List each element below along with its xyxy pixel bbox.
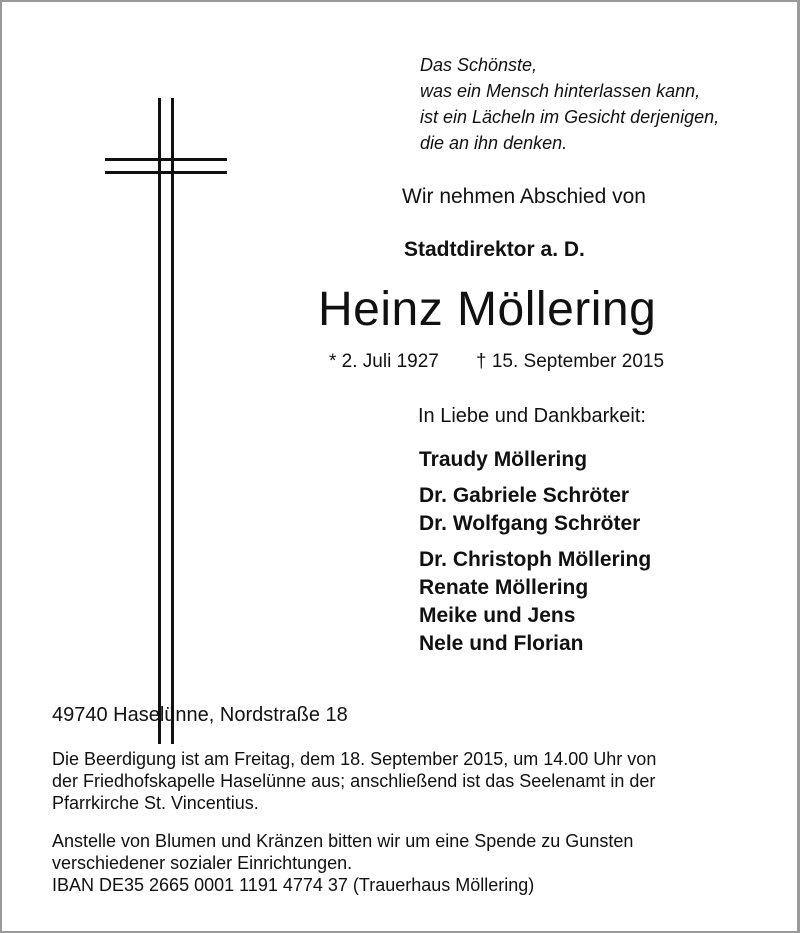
mourner-name: Dr. Christoph Möllering [419,548,652,571]
cross-icon [105,98,227,744]
poem [420,52,719,156]
donation-info [52,830,752,896]
mourner-group [419,546,651,658]
mourner-name: Dr. Gabriele Schröter [419,484,630,507]
poem-line: was ein Mensch hinterlassen kann, [420,81,701,101]
farewell-text: Wir nehmen Abschied von [402,185,646,208]
dedication-text: In Liebe und Dankbarkeit: [418,405,646,427]
deceased-title: Stadtdirektor a. D. [404,238,585,261]
birth-date: * 2. Juli 1927 [329,351,439,372]
mourner-name: Traudy Möllering [419,448,588,471]
funeral-info-line: Pfarrkirche St. Vincentius. [52,793,259,813]
mourner-name: Nele und Florian [419,632,584,655]
poem-line: die an ihn denken. [420,133,568,153]
death-date: † 15. September 2015 [476,351,665,372]
mourner-name: Renate Möllering [419,576,589,599]
deceased-name: Heinz Möllering [318,283,657,336]
mourner-name: Dr. Wolfgang Schröter [419,512,641,535]
donation-info-line: Anstelle von Blumen und Kränzen bitten wir um eine Spende zu Gunsten [52,831,634,851]
mourner-group [419,446,651,474]
mourner-group [419,482,651,538]
funeral-info [52,748,752,814]
funeral-info-line: der Friedhofskapelle Haselünne aus; anschließend ist das Seelenamt in der [52,771,656,791]
poem-line: ist ein Lächeln im Gesicht derjenigen, [420,107,720,127]
donation-info-line: verschiedener sozialer Einrichtungen. [52,853,353,873]
mourner-name: Meike und Jens [419,604,576,627]
mourners-list [419,446,651,666]
donation-info-line: IBAN DE35 2665 0001 1191 4774 37 (Trauerhaus Möllering) [52,875,535,895]
family-address: 49740 Haselünne, Nordstraße 18 [52,704,348,726]
funeral-info-line: Die Beerdigung ist am Freitag, dem 18. September 2015, um 14.00 Uhr von [52,749,657,769]
poem-line: Das Schönste, [420,55,538,75]
